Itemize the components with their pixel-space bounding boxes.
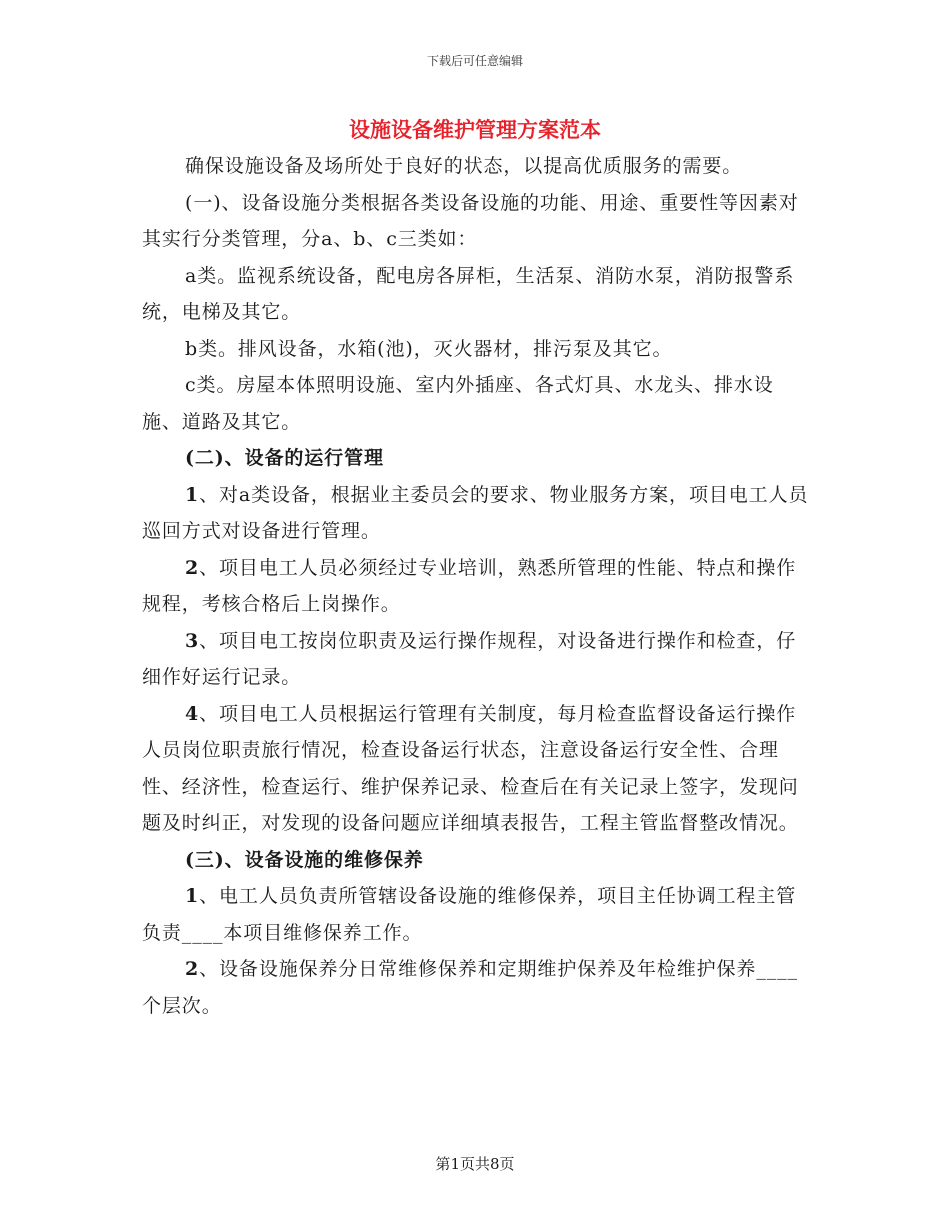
section2-item-4: [142, 696, 812, 842]
page-prefix: 第: [435, 1155, 451, 1173]
section2-item-3: [142, 623, 812, 696]
item-text: 、项目电工按岗位职责及运行操作规程，对设备进行操作和检查，仔细作好运行记录。: [142, 629, 797, 688]
item-text: 、电工人员负责所管辖设备设施的维修保养，项目主任协调工程主管负责____本项目维修保养工作。: [142, 885, 797, 944]
section2-item-1: [142, 477, 812, 550]
page-title: 设施设备维护管理方案范本: [349, 117, 601, 142]
page-middle: 页共: [459, 1155, 490, 1173]
item-text: 、对a类设备，根据业主委员会的要求、物业服务方案，项目电工人员巡回方式对设备进行管理。: [142, 483, 809, 542]
page-footer: [0, 1154, 950, 1174]
section3-item-2: [142, 951, 812, 1024]
class-c-paragraph: c类。房屋本体照明设施、室内外插座、各式灯具、水龙头、排水设施、道路及其它。: [142, 374, 774, 433]
section2-item-2: [142, 550, 812, 623]
item-text: 、设备设施保养分日常维修保养和定期维护保养及年检维护保养____个层次。: [142, 958, 798, 1017]
item-number: 1: [185, 885, 200, 907]
item-number: 1: [185, 483, 200, 506]
header-note: 下载后可任意编辑: [426, 54, 523, 68]
item-number: 4: [185, 702, 200, 725]
document-body: [142, 148, 812, 1024]
item-number: 2: [185, 556, 200, 579]
class-a-paragraph: a类。监视系统设备，配电房各屏柜，生活泵、消防水泵，消防报警系统，电梯及其它。: [142, 264, 795, 323]
item-number: 2: [185, 958, 200, 980]
section3-heading: (三)、设备设施的维修保养: [185, 848, 424, 871]
section1-paragraph: (一)、设备设施分类根据各类设备设施的功能、用途、重要性等因素对其实行分类管理，分a、b、c三类如：: [142, 191, 799, 250]
item-number: 3: [185, 629, 200, 652]
intro-paragraph: 确保设施设备及场所处于良好的状态，以提高优质服务的需要。: [185, 155, 743, 177]
page-suffix: 页: [499, 1155, 515, 1173]
section2-heading: (二)、设备的运行管理: [185, 447, 384, 469]
section3-item-1: [142, 878, 812, 951]
item-text: 、项目电工人员根据运行管理有关制度，每月检查监督设备运行操作人员岗位职责旅行情况，检查设备运行状态，注意设备运行安全性、合理性、经济性，检查运行、维护保养记录、检查后在有关记录上签字，发现问题及时纠正，对发现的设备问题应详细填表报告，工程主管监督整改情况。: [142, 702, 799, 834]
page-total: 8: [490, 1155, 500, 1173]
page-current: 1: [450, 1155, 460, 1173]
item-text: 、项目电工人员必须经过专业培训，熟悉所管理的性能、特点和操作规程，考核合格后上岗操作。: [142, 556, 797, 615]
class-b-paragraph: b类。排风设备，水箱(池)，灭火器材，排污泵及其它。: [185, 337, 673, 360]
